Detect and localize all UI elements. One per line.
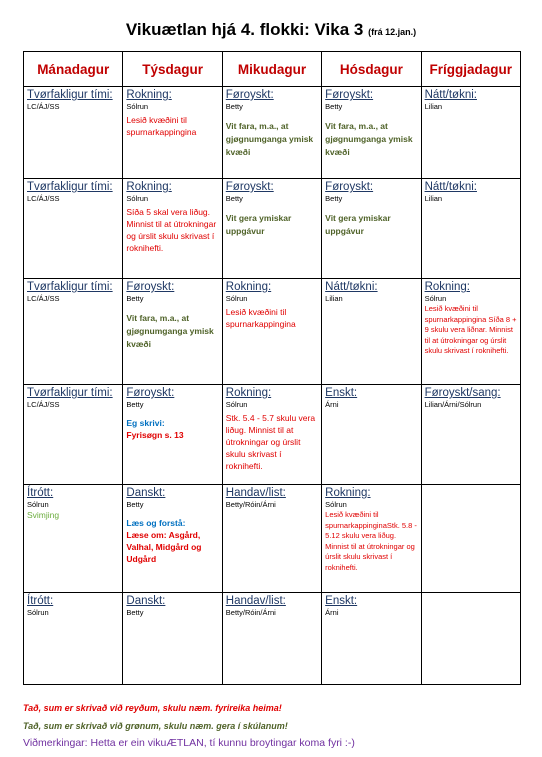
cell-red-small: Lesið kvæðini til spurnarkappingina Síða 8 + 9 skulu vera liðnar. Minnist til at útrokningar og úrslit skulu skrivast í roknihefti. [424, 304, 517, 355]
cell-green: Vit fara, m.a., at gjøgnumganga ymisk kvæði [325, 121, 413, 157]
cell-subject: Tvørfakligur tími: [27, 281, 113, 293]
cell-subject: Enskt: [325, 595, 358, 607]
page-title [0, 20, 542, 40]
cell-teacher: Lilian [424, 102, 443, 111]
schedule-cell [322, 593, 421, 685]
cell-red-bold: Læse om: Asgård, Valhal, Midgård og Udgård [126, 530, 202, 564]
cell-subject: Nátt/tøkni: [325, 281, 378, 293]
cell-red: Lesið kvæðini til spurnarkappingina [225, 307, 296, 329]
cell-teacher: Sólrun [27, 608, 49, 617]
schedule-cell [123, 485, 222, 593]
cell-teacher: Betty/Róin/Árni [225, 608, 276, 617]
schedule-row [24, 279, 521, 385]
cell-subject: Føroyskt/sang: [424, 387, 501, 399]
schedule-cell [222, 179, 321, 279]
cell-subject: Rokning: [225, 281, 272, 293]
day-header-row [24, 52, 521, 87]
day-header: Týsdagur [123, 52, 222, 87]
cell-subject: Føroyskt: [225, 89, 274, 101]
schedule-cell [24, 593, 123, 685]
day-header: Fríggjadagur [421, 52, 520, 87]
cell-subject: Føroyskt: [126, 387, 175, 399]
cell-teacher: LC/ÁJ/SS [27, 102, 60, 111]
note-green: Tað, sum er skrivað við grønum, skulu næm. gera í skúlanum! [23, 721, 288, 731]
cell-subject: Ítrótt: [27, 487, 54, 499]
schedule-cell [421, 593, 520, 685]
cell-teacher: Betty [126, 608, 144, 617]
cell-subject: Føroyskt: [126, 281, 175, 293]
schedule-row [24, 593, 521, 685]
cell-subject: Danskt: [126, 487, 166, 499]
schedule-cell [322, 385, 421, 485]
cell-subject: Tvørfakligur tími: [27, 89, 113, 101]
note-red: Tað, sum er skrivað við reyðum, skulu næm. fyrireika heima! [23, 703, 282, 713]
cell-red: Stk. 5.4 - 5.7 skulu vera liðug. Minnist til at útrokningar og úrslit skulu skrivast í roknihefti. [225, 413, 316, 471]
cell-light-green: Svimjing [27, 510, 60, 520]
schedule-row [24, 87, 521, 179]
cell-teacher: Lilian [424, 194, 443, 203]
cell-subject: Nátt/tøkni: [424, 181, 477, 193]
schedule-cell [123, 385, 222, 485]
cell-subject: Føroyskt: [325, 181, 374, 193]
cell-subject: Enskt: [325, 387, 358, 399]
schedule-cell [322, 485, 421, 593]
cell-green: Vit gera ymiskar uppgávur [225, 213, 292, 236]
cell-teacher: Betty [325, 102, 343, 111]
day-header: Mikudagur [222, 52, 321, 87]
cell-red-bold: Fyrisøgn s. 13 [126, 430, 184, 440]
cell-red: Síða 5 skal vera liðug. Minnist til at útrokningar og úrslit skulu skrivast í roknihefti. [126, 207, 217, 253]
day-header: Mánadagur [24, 52, 123, 87]
schedule-row [24, 485, 521, 593]
cell-subject: Ítrótt: [27, 595, 54, 607]
schedule-cell [222, 279, 321, 385]
cell-teacher: Lilian [325, 294, 343, 303]
cell-teacher: Betty [325, 194, 343, 203]
schedule-cell [24, 385, 123, 485]
schedule-cell [123, 179, 222, 279]
cell-teacher: LC/ÁJ/SS [27, 400, 60, 409]
cell-teacher: Sólrun [126, 194, 149, 203]
title-main: Vikuætlan hjá 4. flokki: Vika 3 [125, 20, 364, 39]
schedule-body [24, 87, 521, 685]
cell-subject: Rokning: [225, 387, 272, 399]
week-schedule-table [23, 51, 521, 685]
cell-teacher: Betty [225, 102, 243, 111]
cell-teacher: Betty [126, 500, 144, 509]
cell-teacher: Sólrun [27, 500, 49, 509]
schedule-cell [24, 279, 123, 385]
schedule-cell [24, 179, 123, 279]
schedule-cell [123, 593, 222, 685]
cell-teacher: Betty [126, 294, 144, 303]
cell-teacher: Árni [325, 608, 339, 617]
cell-teacher: Árni [325, 400, 339, 409]
cell-teacher: Lilian/Árni/Sólrun [424, 400, 482, 409]
cell-red-small: Lesið kvæðini til spurnarkappinginaStk. 5.8 - 5.12 skulu vera liðug. Minnist til at útrokningar og úrslit skulu skrivast í roknihefti. [325, 510, 417, 572]
cell-subject: Handav/list: [225, 595, 286, 607]
cell-subject: Rokning: [126, 89, 172, 101]
cell-subject: Nátt/tøkni: [424, 89, 477, 101]
cell-teacher: Sólrun [424, 294, 447, 303]
cell-teacher: Sólrun [225, 400, 248, 409]
cell-teacher: Sólrun [225, 294, 248, 303]
cell-blue: Læs og forstå: [126, 518, 186, 528]
cell-teacher: Sólrun [126, 102, 149, 111]
cell-subject: Rokning: [424, 281, 470, 293]
schedule-cell [421, 279, 520, 385]
cell-subject: Føroyskt: [225, 181, 274, 193]
cell-blue: Eg skrivi: [126, 418, 165, 428]
cell-teacher: Betty/Róin/Árni [225, 500, 276, 509]
schedule-cell [421, 485, 520, 593]
cell-subject: Rokning: [126, 181, 172, 193]
cell-green: Vit fara, m.a., at gjøgnumganga ymisk kvæði [225, 121, 314, 157]
cell-teacher: Sólrun [325, 500, 347, 509]
cell-subject: Rokning: [325, 487, 371, 499]
cell-subject: Føroyskt: [325, 89, 374, 101]
cell-teacher: LC/ÁJ/SS [27, 194, 60, 203]
schedule-cell [421, 385, 520, 485]
schedule-cell [123, 279, 222, 385]
cell-teacher: Betty [225, 194, 243, 203]
schedule-cell [421, 179, 520, 279]
schedule-cell [24, 87, 123, 179]
schedule-cell [322, 179, 421, 279]
schedule-cell [322, 87, 421, 179]
schedule-cell [222, 593, 321, 685]
schedule-cell [222, 485, 321, 593]
title-date: (frá 12.jan.) [368, 27, 417, 37]
schedule-cell [222, 87, 321, 179]
schedule-cell [222, 385, 321, 485]
cell-subject: Tvørfakligur tími: [27, 181, 113, 193]
cell-teacher: LC/ÁJ/SS [27, 294, 60, 303]
day-header: Hósdagur [322, 52, 421, 87]
note-remarks: Viðmerkingar: Hetta er ein vikuÆTLAN, tí kunnu broytingar koma fyri :-) [23, 737, 355, 749]
cell-teacher: Betty [126, 400, 144, 409]
schedule-cell [24, 485, 123, 593]
cell-red: Lesið kvæðini til spurnarkappingina [126, 115, 197, 137]
cell-green: Vit fara, m.a., at gjøgnumganga ymisk kvæði [126, 313, 214, 349]
schedule-row [24, 385, 521, 485]
cell-green: Vit gera ymiskar uppgávur [325, 213, 391, 236]
cell-subject: Handav/list: [225, 487, 286, 499]
schedule-row [24, 179, 521, 279]
schedule-cell [421, 87, 520, 179]
cell-subject: Tvørfakligur tími: [27, 387, 113, 399]
cell-subject: Danskt: [126, 595, 166, 607]
schedule-cell [322, 279, 421, 385]
schedule-cell [123, 87, 222, 179]
